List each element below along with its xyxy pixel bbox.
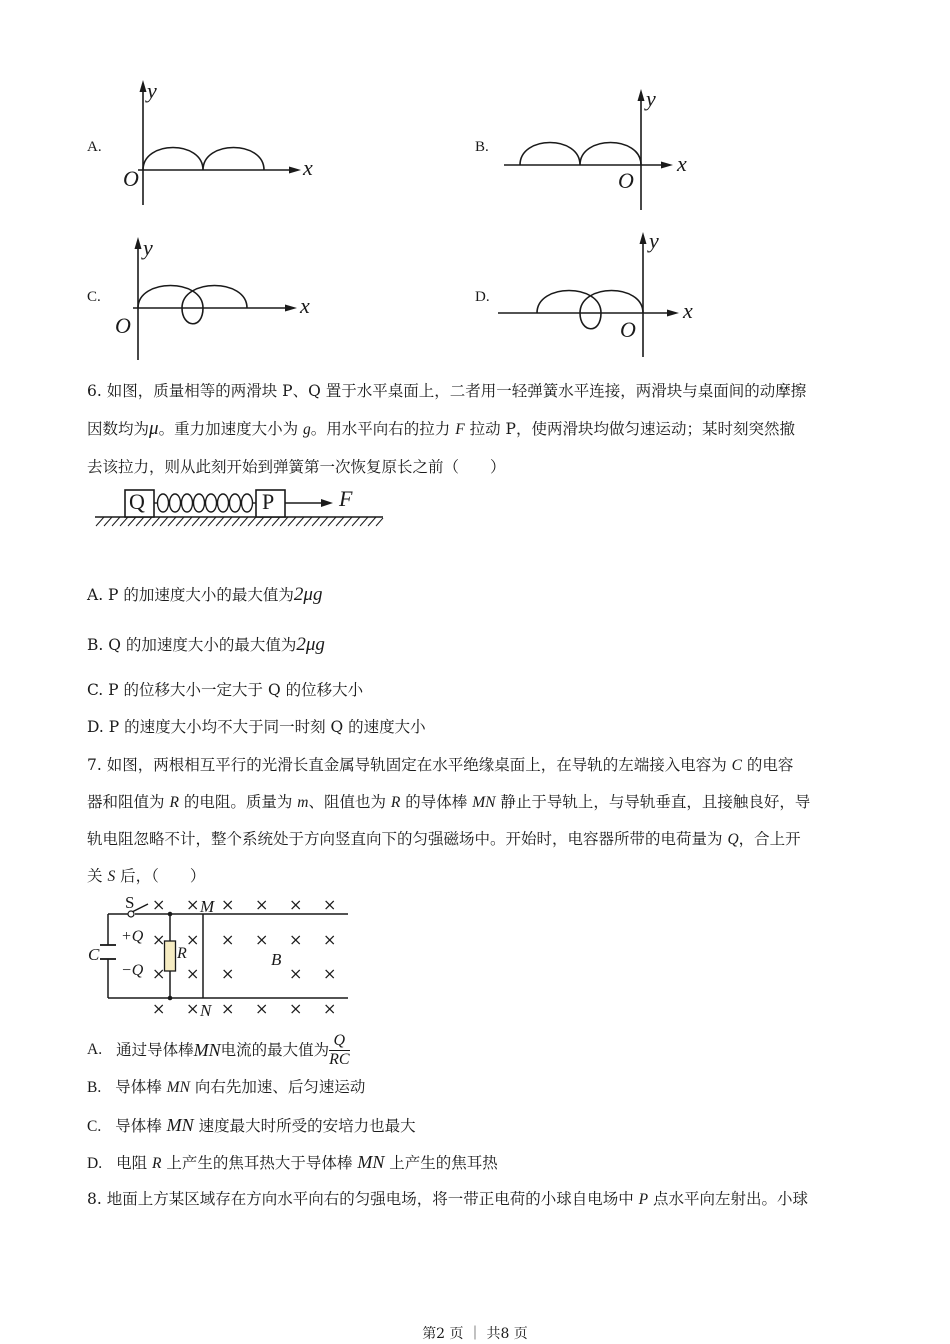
mu-symbol: μ xyxy=(149,418,159,439)
option-c-label[interactable]: C. xyxy=(87,289,101,305)
field-cross: × xyxy=(221,999,235,1018)
force-label: F xyxy=(339,486,353,511)
plus-q-label: +Q xyxy=(121,928,144,945)
field-cross: × xyxy=(255,999,269,1018)
point-m-label: M xyxy=(200,897,215,916)
q6-stem-line1: 6. 如图，质量相等的两滑块 P、Q 置于水平桌面上，二者用一轻弹簧水平连接，两滑块与桌面间的动摩擦 xyxy=(87,382,807,400)
q7-option-b[interactable]: B. 导体棒 MN 向右先加速、后匀速运动 xyxy=(87,1078,366,1096)
q7-option-c[interactable]: C. 导体棒 MN 速度最大时所受的安培力也最大 xyxy=(87,1115,416,1135)
q6-stem-line3: 去该拉力，则从此刻开始到弹簧第一次恢复原长之前（ ） xyxy=(87,458,506,476)
field-cross: × xyxy=(186,895,200,914)
q7-option-a[interactable]: A. 通过导体棒 MN 电流的最大值为 $\frac{Q}{RC}$ xyxy=(87,1031,350,1068)
option-d-y-label: y xyxy=(649,228,659,253)
point-n-label: N xyxy=(200,1001,212,1020)
field-cross: × xyxy=(255,930,269,949)
block-p-label: P xyxy=(262,489,275,514)
field-cross: × xyxy=(289,895,303,914)
block-q-label: Q xyxy=(129,489,145,514)
capacitor-label: C xyxy=(88,945,100,964)
option-c-x-label: x xyxy=(300,293,310,318)
option-a-x-label: x xyxy=(303,155,313,180)
q6-stem-line2: 因数均为μ。重力加速度大小为 g。用水平向右的拉力 F 拉动 P，使两滑块均做匀速运动；某时刻突然撤 xyxy=(87,418,795,439)
field-cross: × xyxy=(152,930,166,949)
q7-stem-line3: 轨电阻忽略不计，整个系统处于方向竖直向下的匀强磁场中。开始时，电容器所带的电荷量为 Q，合上开 xyxy=(87,830,801,848)
q8-stem-line1: 8. 地面上方某区域存在方向水平向右的匀强电场，将一带正电荷的小球自电场中 P 点水平向左射出。小球 xyxy=(87,1190,809,1208)
field-cross: × xyxy=(323,930,337,949)
q7-stem-line2: 器和阻值为 R 的电阻。质量为 m、阻值也为 R 的导体棒 MN 静止于导轨上，与导轨垂直，且接触良好，导 xyxy=(87,793,811,811)
q6-option-b[interactable]: B. Q 的加速度大小的最大值为2μg xyxy=(87,634,325,655)
option-d-label[interactable]: D. xyxy=(475,289,490,305)
field-cross: × xyxy=(323,999,337,1018)
fraction-q-over-rc: $\frac{Q}{RC}$ xyxy=(329,1031,350,1068)
option-b-y-label: y xyxy=(646,86,656,111)
field-cross: × xyxy=(289,999,303,1018)
field-cross: × xyxy=(323,964,337,983)
resistor-label: R xyxy=(177,945,187,962)
field-cross: × xyxy=(152,895,166,914)
option-b-origin-label: O xyxy=(618,168,634,193)
option-c-origin-label: O xyxy=(115,313,131,338)
q6-option-d[interactable]: D. P 的速度大小均不大于同一时刻 Q 的速度大小 xyxy=(87,718,426,736)
option-a-y-label: y xyxy=(147,78,157,103)
q7-stem-line1: 7. 如图，两根相互平行的光滑长直金属导轨固定在水平绝缘桌面上，在导轨的左端接入电容为 C 的电容 xyxy=(87,756,794,774)
q7-stem-line4: 关 S 后，（ ） xyxy=(87,867,206,885)
page-footer: 第2 页 ｜ 共8 页 xyxy=(422,1326,528,1342)
field-cross: × xyxy=(289,930,303,949)
q6-option-a[interactable]: A. P 的加速度大小的最大值为2μg xyxy=(87,584,323,605)
switch-label: S xyxy=(125,893,135,912)
field-cross: × xyxy=(221,964,235,983)
field-cross: × xyxy=(186,930,200,949)
q7-option-d[interactable]: D. 电阻 R 上产生的焦耳热大于导体棒 MN 上产生的焦耳热 xyxy=(87,1152,498,1172)
resistor xyxy=(165,941,176,971)
option-d-origin-label: O xyxy=(620,317,636,342)
option-b-label[interactable]: B. xyxy=(475,139,489,155)
field-cross: × xyxy=(221,895,235,914)
field-cross: × xyxy=(186,964,200,983)
option-b-x-label: x xyxy=(677,151,687,176)
field-b-label: B xyxy=(271,950,282,969)
option-a-label[interactable]: A. xyxy=(87,139,102,155)
field-cross: × xyxy=(323,895,337,914)
q6-option-c[interactable]: C. P 的位移大小一定大于 Q 的位移大小 xyxy=(87,681,364,699)
option-d-x-label: x xyxy=(683,298,693,323)
field-cross: × xyxy=(152,999,166,1018)
option-a-origin-label: O xyxy=(123,166,139,191)
option-c-y-label: y xyxy=(143,235,153,260)
field-cross: × xyxy=(289,964,303,983)
minus-q-label: −Q xyxy=(121,962,144,979)
field-cross: × xyxy=(255,895,269,914)
field-cross: × xyxy=(186,999,200,1018)
field-cross: × xyxy=(221,930,235,949)
field-cross: × xyxy=(152,964,166,983)
